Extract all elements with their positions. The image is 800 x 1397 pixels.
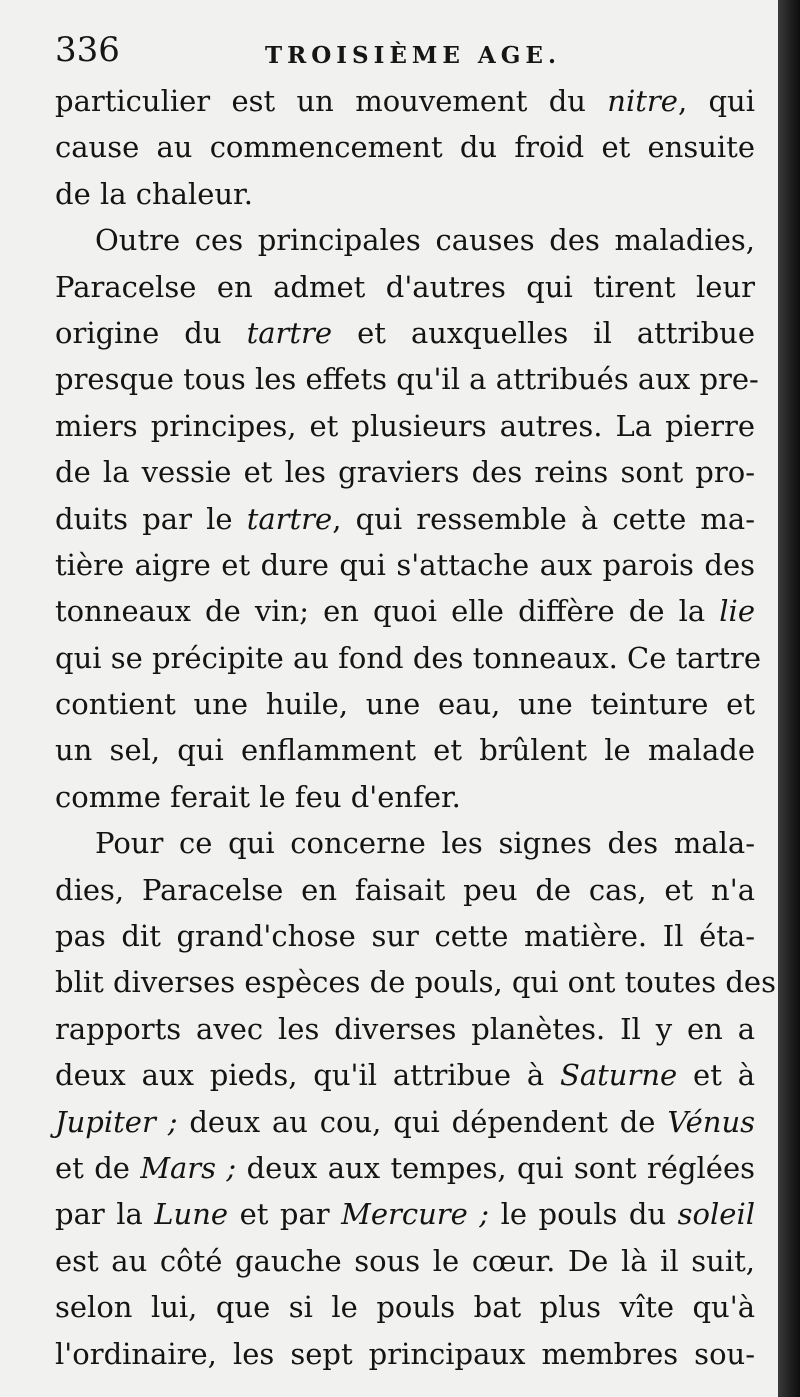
text-line: deux aux pieds, qu'il attribue à Saturne et à xyxy=(55,1058,755,1093)
text-line: presque tous les effets qu'il a attribués aux pre- xyxy=(55,362,759,397)
text-line: dies, Paracelse en faisait peu de cas, et n'a xyxy=(55,872,755,907)
text-line: particulier est un mouvement du nitre, qui xyxy=(55,84,756,118)
page-edge-shadow xyxy=(778,0,800,1397)
text-line: est au côté gauche sous le cœur. De là il suit, xyxy=(55,1243,755,1278)
paragraph-start-line: Outre ces principales causes des maladies, xyxy=(95,223,755,258)
text-line: pas dit grand'chose sur cette matière. Il éta- xyxy=(55,919,755,954)
body-text xyxy=(55,78,776,1377)
text-line: un sel, qui enflamment et brûlent le malade xyxy=(55,733,755,768)
text-line: cause au commencement du froid et ensuite xyxy=(55,130,755,165)
text-line: comme ferait le feu d'enfer. xyxy=(55,779,461,814)
text-line: par la Lune et par Mercure ; le pouls du soleil xyxy=(55,1197,756,1232)
text-line: miers principes, et plusieurs autres. La pierre xyxy=(55,408,755,443)
text-line: duits par le tartre, qui ressemble à cette ma- xyxy=(55,501,755,536)
text-line: Jupiter ; deux au cou, qui dépendent de Vénus xyxy=(55,1104,756,1139)
paragraph-start-line: Pour ce qui concerne les signes des mala- xyxy=(95,826,755,861)
text-line: tière aigre et dure qui s'attache aux parois des xyxy=(55,547,755,582)
text-line: et de Mars ; deux aux tempes, qui sont réglées xyxy=(55,1150,755,1185)
page-number: 336 xyxy=(55,30,120,70)
text-line: de la vessie et les graviers des reins sont pro- xyxy=(55,455,755,490)
text-line: origine du tartre et auxquelles il attribue xyxy=(55,315,756,350)
text-line: Paracelse en admet d'autres qui tirent leur xyxy=(55,269,755,304)
text-line: l'ordinaire, les sept principaux membres sou- xyxy=(55,1336,755,1371)
text-line: selon lui, que si le pouls bat plus vîte qu'à xyxy=(55,1290,755,1325)
text-line: qui se précipite au fond des tonneaux. Ce tartre xyxy=(55,640,762,675)
running-title: TROISIÈME AGE. xyxy=(265,42,561,69)
text-line: rapports avec les diverses planètes. Il y en a xyxy=(55,1011,755,1046)
text-line: de la chaleur. xyxy=(55,176,253,211)
text-line: tonneaux de vin; en quoi elle diffère de la lie xyxy=(55,594,755,629)
text-line: contient une huile, une eau, une teinture et xyxy=(55,687,755,722)
text-line: blit diverses espèces de pouls, qui ont toutes des xyxy=(55,965,776,1000)
page-header xyxy=(55,28,755,74)
